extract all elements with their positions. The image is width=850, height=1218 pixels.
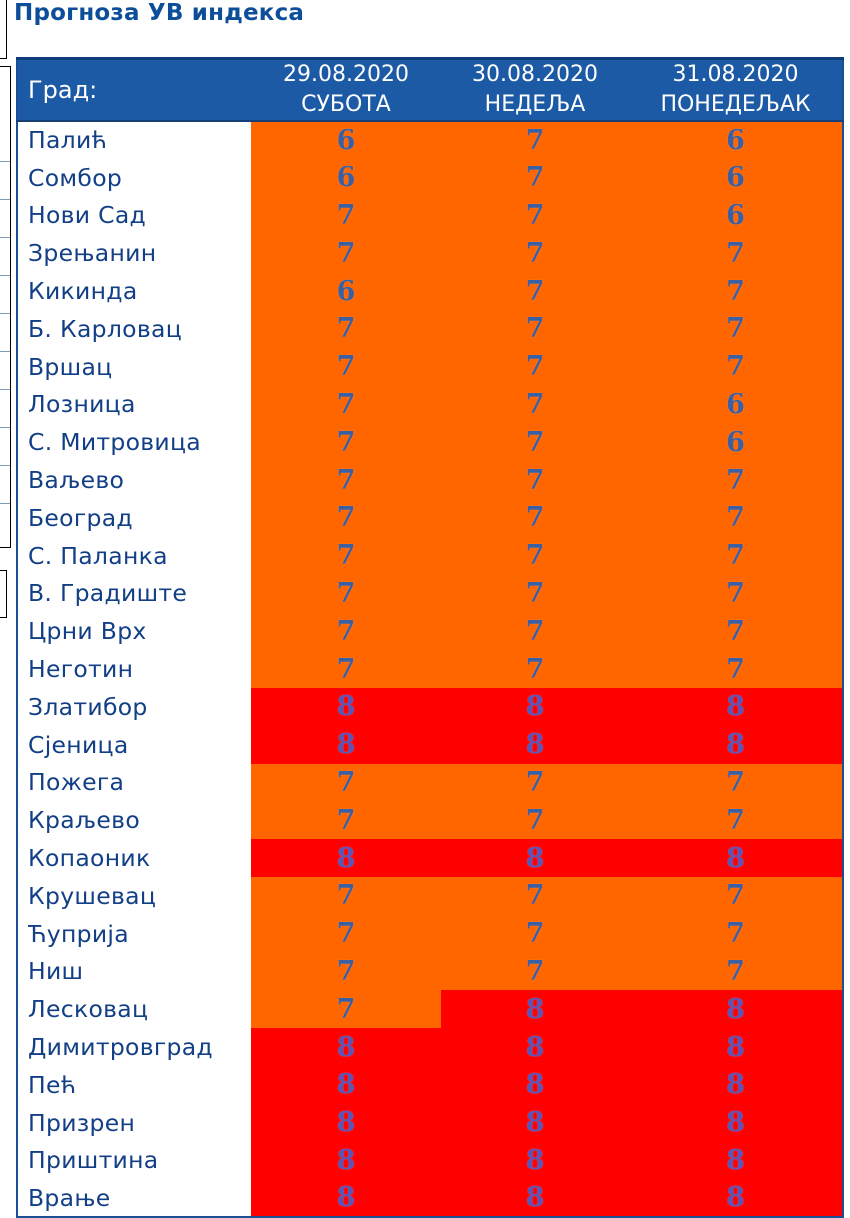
uv-index-cell — [441, 121, 629, 159]
uv-index-value: 7 — [525, 918, 545, 950]
uv-index-cell — [629, 726, 843, 764]
uv-index-cell — [251, 953, 441, 991]
uv-index-cell — [251, 877, 441, 915]
uv-index-value: 8 — [726, 1031, 745, 1063]
page-title: Прогноза УВ индекса — [14, 0, 305, 26]
uv-index-cell — [441, 839, 629, 877]
uv-index-value: 8 — [525, 1107, 545, 1139]
city-name: Сјеница — [17, 726, 251, 764]
city-name: В. Градиште — [17, 575, 251, 613]
uv-index-value: 7 — [336, 918, 356, 950]
uv-index-cell — [441, 1179, 629, 1217]
table-row — [17, 1142, 843, 1180]
day-date: 29.08.2020 — [283, 62, 409, 87]
city-name: Београд — [17, 499, 251, 537]
uv-index-cell — [251, 1179, 441, 1217]
city-name: Врање — [17, 1179, 251, 1217]
uv-index-cell — [441, 310, 629, 348]
uv-index-value: 7 — [336, 880, 356, 912]
uv-index-cell — [251, 1142, 441, 1180]
uv-index-cell — [441, 499, 629, 537]
uv-index-cell — [629, 764, 843, 802]
uv-index-cell — [251, 1066, 441, 1104]
uv-index-value: 8 — [726, 691, 745, 723]
uv-index-cell — [251, 348, 441, 386]
uv-index-value: 8 — [336, 1107, 356, 1139]
uv-index-cell — [629, 423, 843, 461]
uv-index-cell — [441, 1142, 629, 1180]
uv-index-cell — [441, 612, 629, 650]
uv-index-value: 7 — [726, 540, 745, 572]
uv-index-cell — [629, 1028, 843, 1066]
uv-index-value: 8 — [336, 842, 356, 874]
uv-index-cell — [441, 801, 629, 839]
uv-index-value: 7 — [726, 313, 745, 345]
uv-index-cell — [629, 272, 843, 310]
city-name: Призрен — [17, 1104, 251, 1142]
uv-index-cell — [251, 121, 441, 159]
uv-index-value: 8 — [336, 1031, 356, 1063]
table-row — [17, 348, 843, 386]
table-row — [17, 197, 843, 235]
table-row — [17, 1028, 843, 1066]
uv-index-value: 7 — [525, 388, 545, 420]
uv-index-value: 7 — [726, 804, 745, 836]
uv-index-value: 7 — [525, 502, 545, 534]
uv-index-value: 6 — [726, 199, 745, 231]
uv-index-value: 7 — [726, 615, 745, 647]
uv-index-cell — [441, 1028, 629, 1066]
uv-index-value: 7 — [726, 880, 745, 912]
day-weekday: ПОНЕДЕЉАК — [660, 92, 811, 117]
uv-index-value: 8 — [336, 691, 356, 723]
uv-index-cell — [629, 1066, 843, 1104]
uv-index-value: 7 — [525, 955, 545, 987]
uv-index-cell — [251, 612, 441, 650]
uv-index-value: 7 — [525, 653, 545, 685]
uv-index-value: 8 — [525, 1182, 545, 1214]
uv-index-value: 7 — [336, 993, 356, 1025]
uv-index-cell — [441, 386, 629, 424]
uv-index-value: 7 — [336, 351, 356, 383]
city-name: Златибор — [17, 688, 251, 726]
uv-index-value: 7 — [336, 653, 356, 685]
uv-index-value: 7 — [525, 766, 545, 798]
uv-index-cell — [441, 348, 629, 386]
table-row — [17, 159, 843, 197]
uv-index-value: 7 — [336, 464, 356, 496]
uv-index-cell — [629, 310, 843, 348]
uv-index-cell — [251, 423, 441, 461]
uv-index-cell — [441, 272, 629, 310]
uv-index-cell — [629, 839, 843, 877]
uv-index-value: 7 — [525, 615, 545, 647]
table-row — [17, 915, 843, 953]
uv-index-value: 7 — [525, 237, 545, 269]
table-row — [17, 1066, 843, 1104]
day-date: 31.08.2020 — [672, 62, 799, 87]
uv-index-cell — [251, 159, 441, 197]
uv-index-cell — [441, 197, 629, 235]
uv-index-value: 7 — [525, 540, 545, 572]
uv-index-cell — [629, 1142, 843, 1180]
table-row — [17, 461, 843, 499]
uv-index-cell — [629, 575, 843, 613]
uv-index-cell — [629, 915, 843, 953]
uv-index-cell — [441, 650, 629, 688]
table-row — [17, 234, 843, 272]
uv-index-value: 7 — [726, 653, 745, 685]
table-header-row — [17, 59, 843, 122]
uv-index-value: 7 — [726, 918, 745, 950]
uv-index-value: 7 — [726, 275, 745, 307]
uv-index-cell — [629, 801, 843, 839]
uv-index-cell — [629, 537, 843, 575]
uv-index-cell — [251, 537, 441, 575]
uv-index-cell — [441, 159, 629, 197]
left-edge-frame-middle — [0, 66, 11, 548]
table-row — [17, 990, 843, 1028]
city-name: С. Паланка — [17, 537, 251, 575]
table-row — [17, 537, 843, 575]
city-name: Пећ — [17, 1066, 251, 1104]
uv-index-cell — [441, 990, 629, 1028]
uv-index-value: 7 — [726, 502, 745, 534]
uv-index-cell — [251, 461, 441, 499]
uv-index-cell — [251, 272, 441, 310]
uv-index-cell — [251, 499, 441, 537]
city-name: С. Митровица — [17, 423, 251, 461]
uv-index-cell — [441, 234, 629, 272]
uv-index-value: 8 — [336, 1144, 356, 1176]
uv-index-cell — [251, 1028, 441, 1066]
uv-index-value: 8 — [525, 993, 545, 1025]
uv-index-value: 8 — [525, 1069, 545, 1101]
uv-index-cell — [629, 953, 843, 991]
uv-index-value: 7 — [726, 351, 745, 383]
uv-index-cell — [629, 612, 843, 650]
city-name: Кикинда — [17, 272, 251, 310]
table-row — [17, 1179, 843, 1217]
uv-index-cell — [629, 877, 843, 915]
table-row — [17, 423, 843, 461]
uv-index-cell — [251, 234, 441, 272]
table-row — [17, 386, 843, 424]
uv-index-cell — [251, 310, 441, 348]
uv-index-cell — [441, 915, 629, 953]
uv-index-value: 7 — [336, 540, 356, 572]
uv-index-cell — [629, 650, 843, 688]
uv-index-cell — [441, 423, 629, 461]
uv-index-cell — [251, 386, 441, 424]
table-row — [17, 121, 843, 159]
uv-index-value: 7 — [336, 388, 356, 420]
city-name: Крушевац — [17, 877, 251, 915]
city-name: Зрењанин — [17, 234, 251, 272]
uv-index-value: 7 — [336, 426, 356, 458]
uv-index-value: 8 — [525, 1031, 545, 1063]
table-row — [17, 877, 843, 915]
uv-index-value: 7 — [726, 955, 745, 987]
table-row — [17, 726, 843, 764]
city-name: Лозница — [17, 386, 251, 424]
uv-index-value: 7 — [525, 124, 545, 156]
uv-index-cell — [251, 575, 441, 613]
day-column-header — [629, 59, 843, 122]
uv-index-cell — [441, 764, 629, 802]
uv-index-value: 8 — [525, 1144, 545, 1176]
city-name: Копаоник — [17, 839, 251, 877]
uv-index-cell — [441, 537, 629, 575]
uv-index-value: 8 — [726, 1069, 745, 1101]
uv-index-value: 7 — [336, 199, 356, 231]
uv-index-cell — [251, 764, 441, 802]
uv-index-value: 8 — [726, 993, 745, 1025]
table-row — [17, 764, 843, 802]
uv-index-value: 7 — [336, 577, 356, 609]
table-row — [17, 272, 843, 310]
uv-index-value: 7 — [525, 313, 545, 345]
uv-index-cell — [251, 1104, 441, 1142]
table-row — [17, 575, 843, 613]
uv-index-value: 7 — [336, 766, 356, 798]
uv-index-value: 6 — [336, 162, 356, 194]
uv-index-cell — [629, 499, 843, 537]
table-row — [17, 1104, 843, 1142]
city-name: Б. Карловац — [17, 310, 251, 348]
table-row — [17, 801, 843, 839]
uv-index-value: 6 — [726, 162, 745, 194]
city-name: Краљево — [17, 801, 251, 839]
uv-index-value: 7 — [336, 804, 356, 836]
uv-index-value: 6 — [726, 388, 745, 420]
uv-index-cell — [251, 197, 441, 235]
city-name: Ваљево — [17, 461, 251, 499]
city-name: Вршац — [17, 348, 251, 386]
uv-forecast-table — [16, 57, 844, 1218]
uv-index-value: 6 — [336, 275, 356, 307]
uv-index-value: 7 — [726, 766, 745, 798]
table-row — [17, 310, 843, 348]
city-name: Пожега — [17, 764, 251, 802]
uv-index-value: 8 — [525, 691, 545, 723]
uv-index-value: 7 — [525, 426, 545, 458]
uv-index-value: 8 — [726, 729, 745, 761]
uv-index-cell — [441, 1066, 629, 1104]
uv-index-value: 7 — [525, 351, 545, 383]
uv-index-value: 7 — [525, 162, 545, 194]
left-edge-frame-bottom — [0, 570, 7, 618]
uv-index-cell — [251, 688, 441, 726]
uv-index-cell — [629, 1179, 843, 1217]
uv-index-cell — [629, 1104, 843, 1142]
uv-index-value: 7 — [525, 464, 545, 496]
uv-index-cell — [629, 121, 843, 159]
city-name: Ниш — [17, 953, 251, 991]
uv-index-value: 7 — [525, 275, 545, 307]
uv-index-value: 8 — [336, 1182, 356, 1214]
city-name: Димитровград — [17, 1028, 251, 1066]
day-column-header — [441, 59, 629, 122]
uv-index-value: 8 — [726, 1107, 745, 1139]
uv-index-value: 7 — [336, 237, 356, 269]
uv-index-value: 8 — [336, 1069, 356, 1101]
uv-index-cell — [441, 877, 629, 915]
uv-index-cell — [629, 461, 843, 499]
left-edge-frame-top — [0, 0, 7, 59]
uv-index-value: 6 — [726, 124, 745, 156]
uv-index-cell — [441, 461, 629, 499]
city-name: Црни Врх — [17, 612, 251, 650]
city-name: Палић — [17, 121, 251, 159]
uv-index-value: 8 — [525, 729, 545, 761]
uv-index-value: 7 — [525, 199, 545, 231]
uv-index-cell — [251, 915, 441, 953]
uv-index-value: 6 — [726, 426, 745, 458]
uv-index-cell — [629, 159, 843, 197]
uv-index-cell — [441, 953, 629, 991]
uv-index-value: 8 — [336, 729, 356, 761]
uv-index-value: 7 — [525, 804, 545, 836]
uv-index-cell — [251, 650, 441, 688]
uv-index-value: 6 — [336, 124, 356, 156]
uv-index-value: 8 — [726, 842, 745, 874]
city-name: Нови Сад — [17, 197, 251, 235]
city-name: Сомбор — [17, 159, 251, 197]
table-row — [17, 953, 843, 991]
uv-index-cell — [441, 688, 629, 726]
day-weekday: СУБОТА — [301, 92, 391, 117]
uv-index-cell — [441, 1104, 629, 1142]
uv-index-value: 8 — [726, 1182, 745, 1214]
uv-index-cell — [251, 801, 441, 839]
uv-index-cell — [441, 726, 629, 764]
uv-index-cell — [629, 386, 843, 424]
uv-index-value: 7 — [726, 237, 745, 269]
table-row — [17, 688, 843, 726]
uv-index-cell — [629, 234, 843, 272]
table-row — [17, 499, 843, 537]
city-name: Неготин — [17, 650, 251, 688]
uv-index-value: 7 — [336, 615, 356, 647]
uv-index-value: 7 — [336, 502, 356, 534]
uv-index-value: 7 — [726, 577, 745, 609]
city-name: Лесковац — [17, 990, 251, 1028]
table-row — [17, 612, 843, 650]
table-body — [17, 121, 843, 1217]
uv-index-cell — [441, 575, 629, 613]
city-name: Приштина — [17, 1142, 251, 1180]
city-name: Ћуприја — [17, 915, 251, 953]
uv-index-value: 8 — [726, 1144, 745, 1176]
day-column-header — [251, 59, 441, 122]
uv-index-value: 7 — [525, 577, 545, 609]
city-column-header: Град: — [17, 59, 251, 122]
uv-index-cell — [251, 726, 441, 764]
uv-index-cell — [251, 839, 441, 877]
uv-index-value: 8 — [525, 842, 545, 874]
day-date: 30.08.2020 — [472, 62, 598, 87]
uv-index-value: 7 — [336, 313, 356, 345]
uv-index-value: 7 — [525, 880, 545, 912]
uv-index-value: 7 — [726, 464, 745, 496]
uv-index-cell — [251, 990, 441, 1028]
uv-index-value: 7 — [336, 955, 356, 987]
uv-index-cell — [629, 990, 843, 1028]
uv-index-cell — [629, 197, 843, 235]
day-weekday: НЕДЕЉА — [484, 92, 586, 117]
uv-index-cell — [629, 688, 843, 726]
uv-index-cell — [629, 348, 843, 386]
table-row — [17, 839, 843, 877]
table-row — [17, 650, 843, 688]
